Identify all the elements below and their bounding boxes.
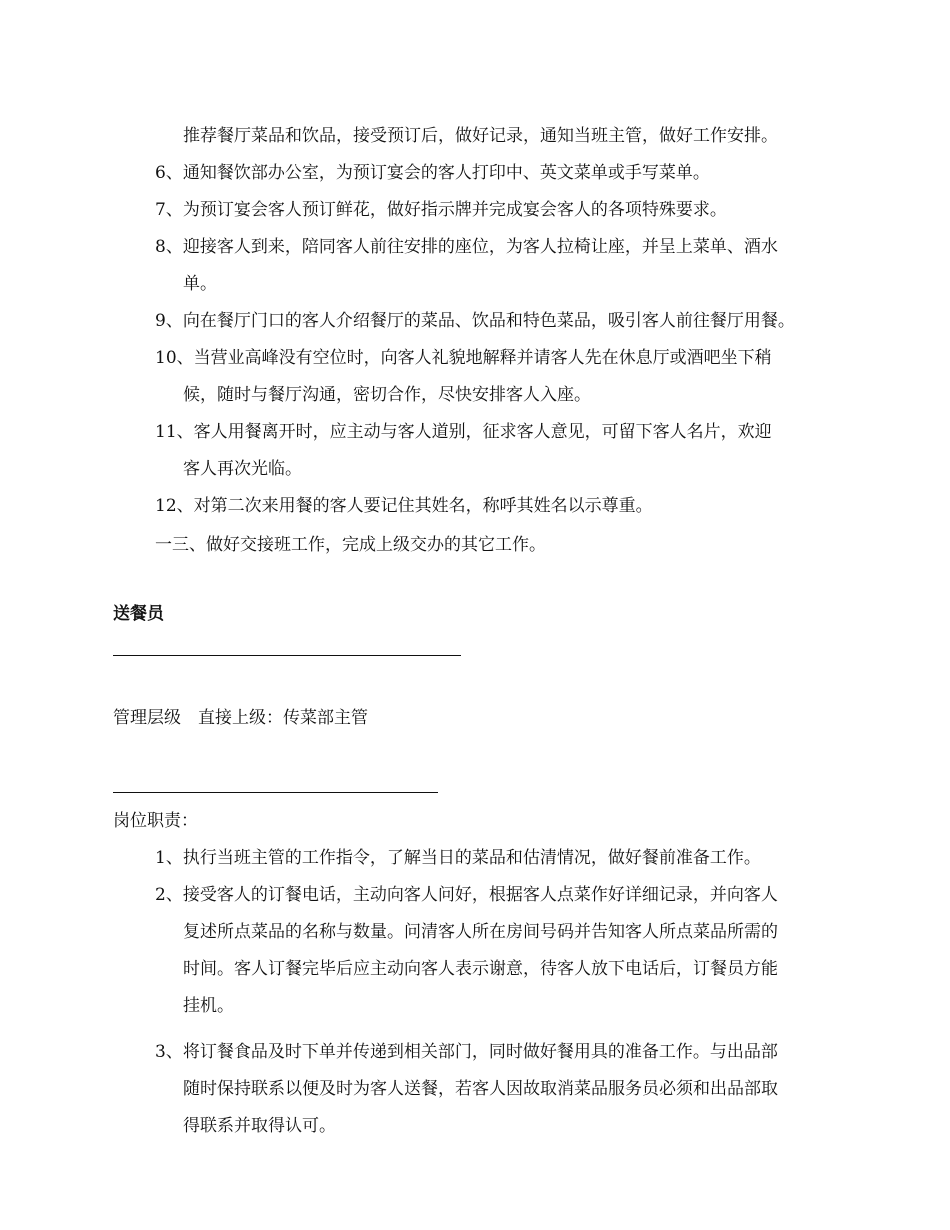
text-line: 1、执行当班主管的工作指令，了解当日的菜品和估清情况，做好餐前准备工作。 <box>155 848 761 868</box>
text-line: 9、向在餐厅门口的客人介绍餐厅的菜品、饮品和特色菜品，吸引客人前往餐厅用餐。 <box>155 311 795 331</box>
text-line: 2、接受客人的订餐电话，主动向客人问好，根据客人点菜作好详细记录，并向客人 <box>155 885 778 905</box>
text-line: 单。 <box>183 274 217 294</box>
divider-line <box>113 792 438 793</box>
management-level: 管理层级 直接上级：传菜部主管 <box>113 708 368 728</box>
duties-label: 岗位职责： <box>113 811 198 831</box>
text-line: 6、通知餐饮部办公室，为预订宴会的客人打印中、英文菜单或手写菜单。 <box>155 163 710 183</box>
text-line: 3、将订餐食品及时下单并传递到相关部门，同时做好餐用具的准备工作。与出品部 <box>155 1042 778 1062</box>
text-line: 12、对第二次来用餐的客人要记住其姓名，称呼其姓名以示尊重。 <box>155 496 653 516</box>
text-line: 随时保持联系以便及时为客人送餐，若客人因故取消菜品服务员必须和出品部取 <box>183 1079 778 1099</box>
text-line: 候，随时与餐厅沟通，密切合作，尽快安排客人入座。 <box>183 385 591 405</box>
text-line: 客人再次光临。 <box>183 459 302 479</box>
text-line: 挂机。 <box>183 996 234 1016</box>
divider-line <box>113 655 461 656</box>
text-line: 一三、做好交接班工作，完成上级交办的其它工作。 <box>155 535 546 555</box>
text-line: 10、当营业高峰没有空位时，向客人礼貌地解释并请客人先在休息厅或酒吧坐下稍 <box>155 348 772 368</box>
text-line: 时间。客人订餐完毕后应主动向客人表示谢意，待客人放下电话后，订餐员方能 <box>183 959 778 979</box>
section-title: 送餐员 <box>113 604 164 624</box>
text-line: 推荐餐厅菜品和饮品，接受预订后，做好记录，通知当班主管，做好工作安排。 <box>183 126 778 146</box>
text-line: 8、迎接客人到来，陪同客人前往安排的座位，为客人拉椅让座，并呈上菜单、酒水 <box>155 237 778 257</box>
text-line: 11、客人用餐离开时，应主动与客人道别，征求客人意见，可留下客人名片，欢迎 <box>155 422 772 442</box>
text-line: 得联系并取得认可。 <box>183 1116 336 1136</box>
text-line: 7、为预订宴会客人预订鲜花，做好指示牌并完成宴会客人的各项特殊要求。 <box>155 200 727 220</box>
text-line: 复述所点菜品的名称与数量。问清客人所在房间号码并告知客人所点菜品所需的 <box>183 922 778 942</box>
